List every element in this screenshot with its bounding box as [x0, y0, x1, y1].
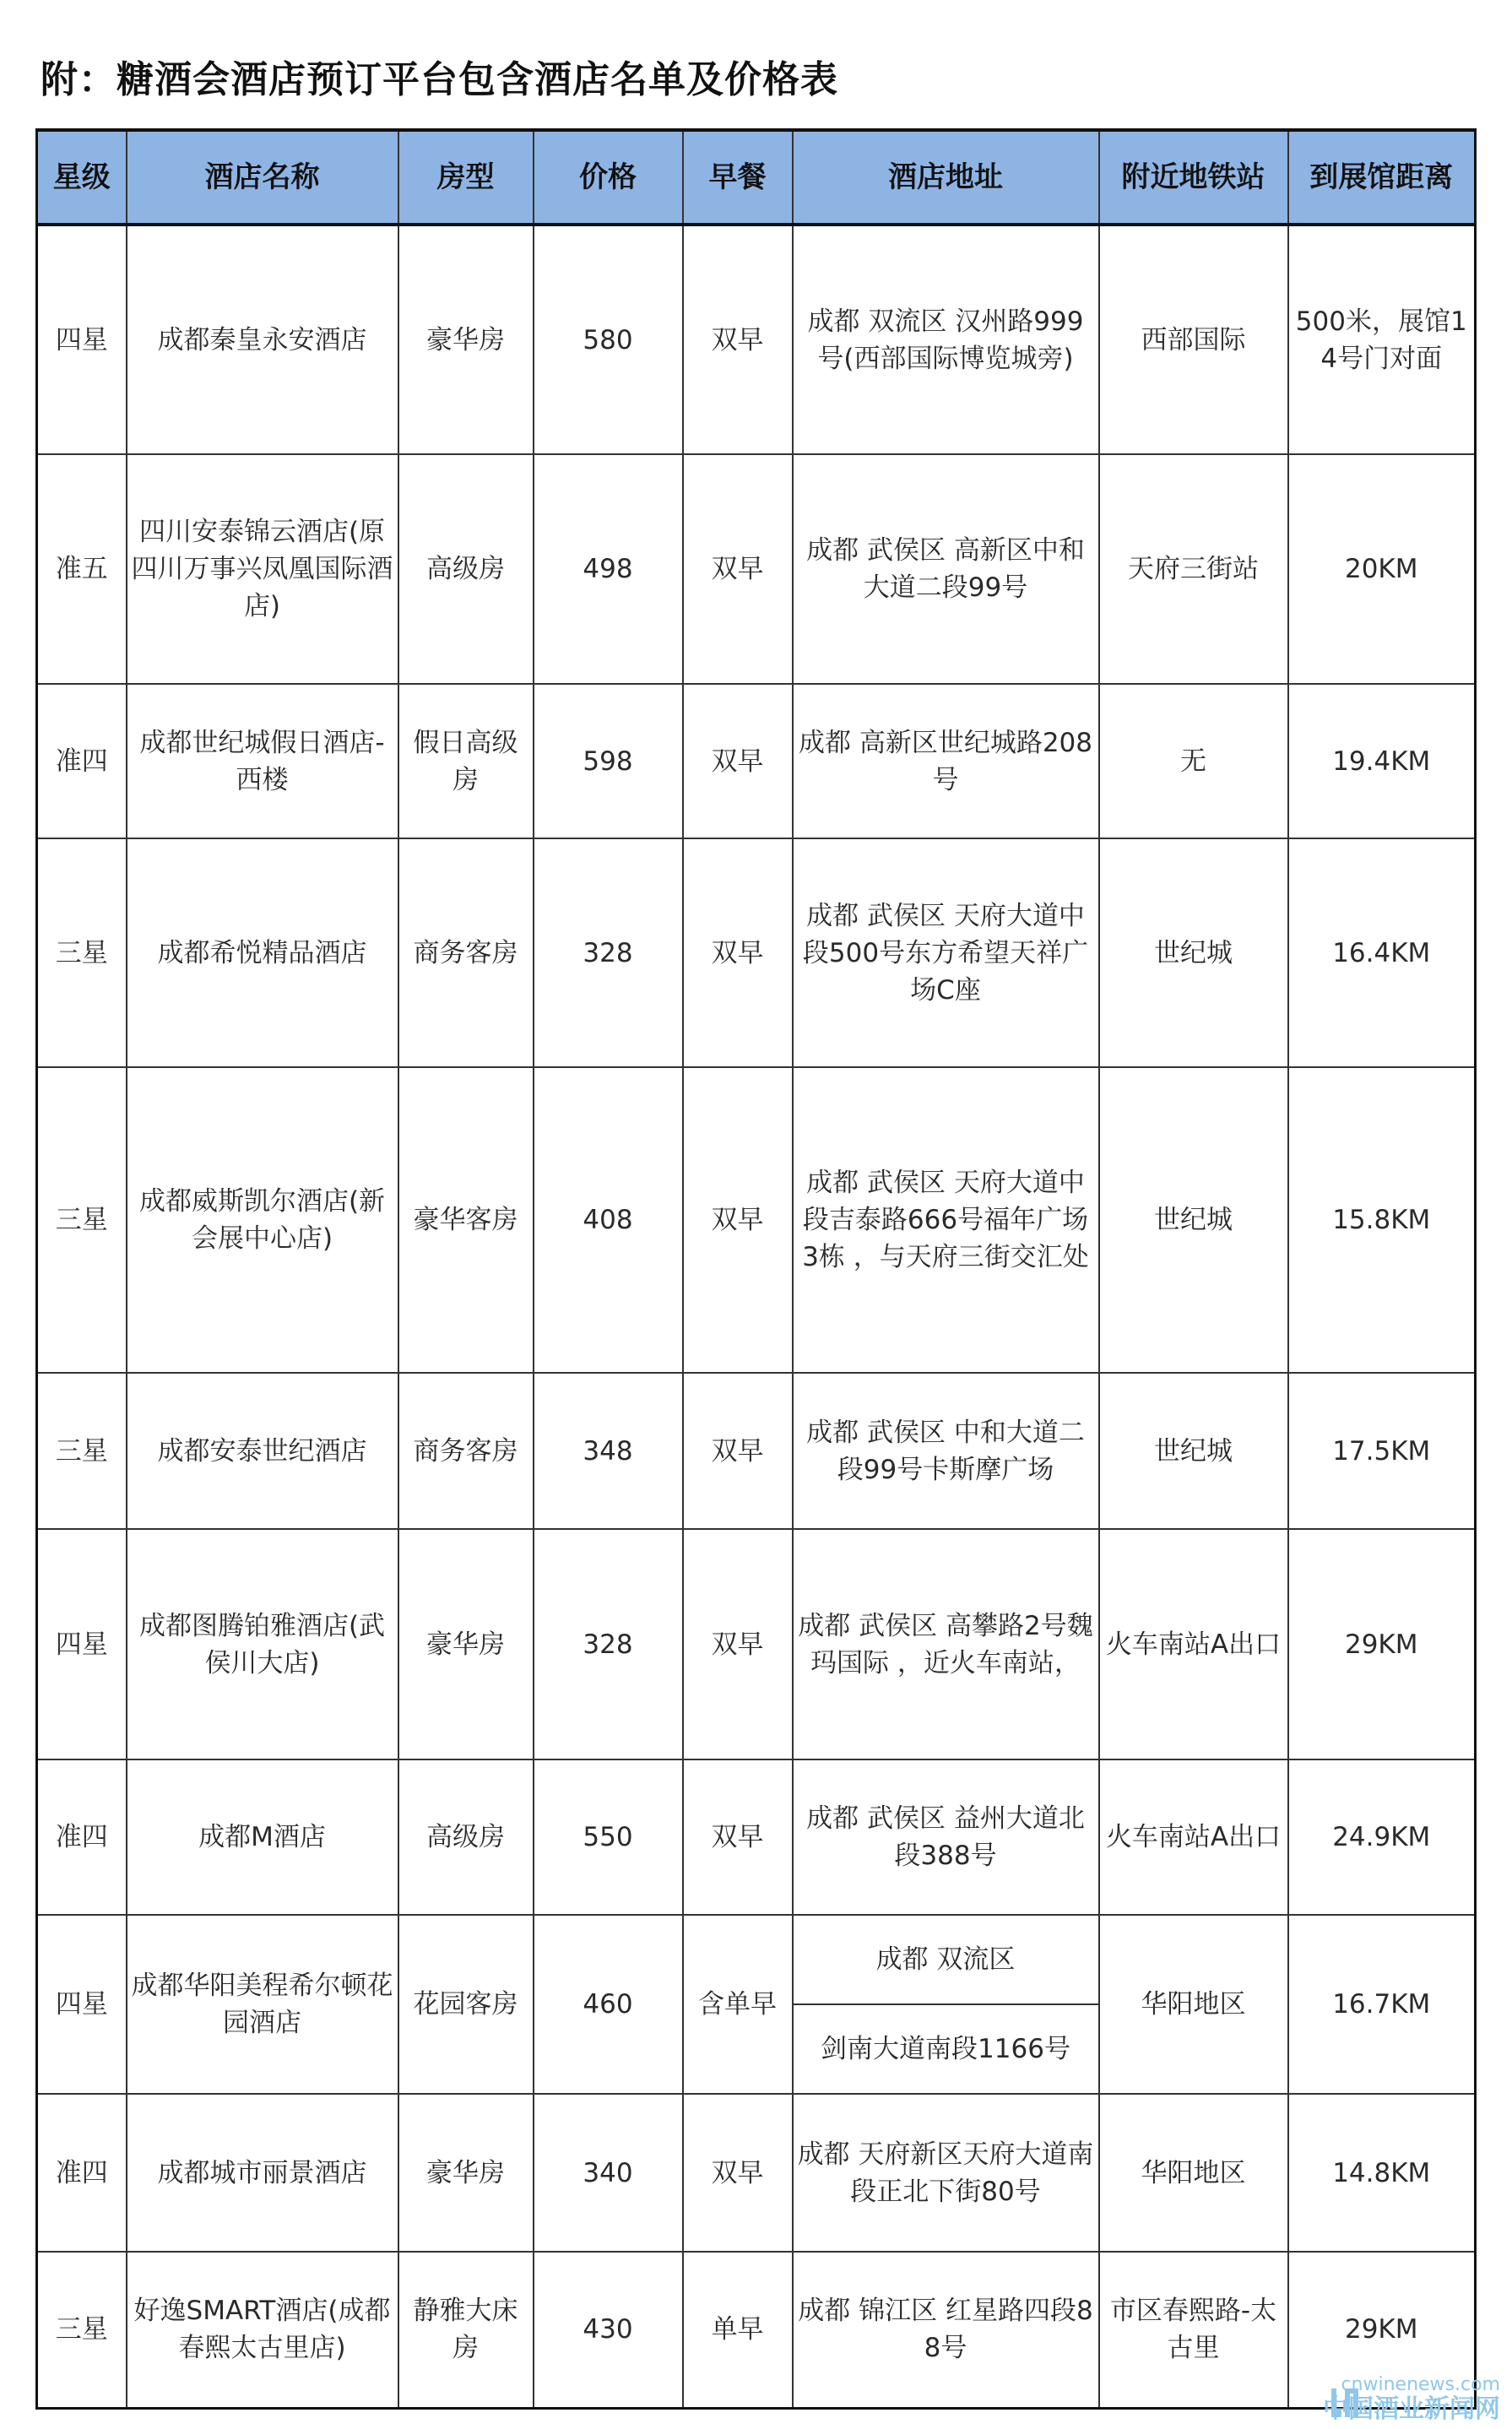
cell-room-type: 商务客房 [398, 1373, 534, 1529]
table-row [37, 225, 1476, 454]
header-distance: 到展馆距离 [1288, 130, 1476, 225]
cell-price: 348 [534, 1373, 683, 1529]
cell-breakfast: 双早 [683, 1759, 793, 1915]
cell-room-type: 假日高级房 [398, 684, 534, 838]
cell-distance: 29KM [1288, 2252, 1476, 2408]
cell-subway: 世纪城 [1099, 1373, 1288, 1529]
table-row [37, 1373, 1476, 1529]
cell-price: 460 [534, 1915, 683, 2094]
cell-price: 328 [534, 1529, 683, 1759]
header-price: 价格 [534, 130, 683, 225]
cell-room-type: 豪华房 [398, 1529, 534, 1759]
cell-hotel-name: 成都安泰世纪酒店 [127, 1373, 398, 1529]
cell-hotel-name: 成都威斯凯尔酒店(新会展中心店) [127, 1067, 398, 1373]
header-breakfast: 早餐 [683, 130, 793, 225]
header-room-type: 房型 [398, 130, 534, 225]
hotel-table-wrapper [35, 128, 1477, 2410]
cell-address: 成都 武侯区 高新区中和大道二段99号 [793, 454, 1099, 684]
cell-price: 598 [534, 684, 683, 838]
cell-subway: 世纪城 [1099, 1067, 1288, 1373]
table-row [37, 1759, 1476, 1915]
table-row [37, 1915, 1476, 2094]
table-row [37, 454, 1476, 684]
cell-breakfast: 双早 [683, 838, 793, 1067]
cell-star: 四星 [37, 1529, 127, 1759]
cell-hotel-name: 成都秦皇永安酒店 [127, 225, 398, 454]
header-star: 星级 [37, 130, 127, 225]
cell-hotel-name: 四川安泰锦云酒店(原四川万事兴凤凰国际酒店) [127, 454, 398, 684]
cell-star: 准五 [37, 454, 127, 684]
cell-subway: 火车南站A出口 [1099, 1529, 1288, 1759]
table-row [37, 2094, 1476, 2252]
hotel-price-table [35, 128, 1477, 2410]
cell-address: 成都 双流区 汉州路999号(西部国际博览城旁) [793, 225, 1099, 454]
cell-price: 498 [534, 454, 683, 684]
cell-star: 准四 [37, 684, 127, 838]
cell-star: 三星 [37, 2252, 127, 2408]
cell-breakfast: 含单早 [683, 1915, 793, 2094]
cell-address: 成都 武侯区 高攀路2号魏玛国际 ，近火车南站， [793, 1529, 1099, 1759]
cell-distance: 20KM [1288, 454, 1476, 684]
cell-address: 成都 武侯区 益州大道北段388号 [793, 1759, 1099, 1915]
cell-distance: 24.9KM [1288, 1759, 1476, 1915]
cell-address: 成都 武侯区 中和大道二段99号卡斯摩广场 [793, 1373, 1099, 1529]
cell-room-type: 商务客房 [398, 838, 534, 1067]
watermark-name: 中国酒业新闻网 [1323, 2394, 1500, 2424]
cell-hotel-name: 成都世纪城假日酒店-西楼 [127, 684, 398, 838]
cell-star: 三星 [37, 1067, 127, 1373]
cell-distance: 29KM [1288, 1529, 1476, 1759]
header-hotel-name: 酒店名称 [127, 130, 398, 225]
table-row [37, 2252, 1476, 2408]
cell-hotel-name: 好逸SMART酒店(成都春熙太古里店) [127, 2252, 398, 2408]
cell-star: 四星 [37, 1915, 127, 2094]
document-title: 附：糖酒会酒店预订平台包含酒店名单及价格表 [41, 58, 838, 101]
watermark-url: cnwinenews.com [1341, 2374, 1500, 2395]
cell-distance: 14.8KM [1288, 2094, 1476, 2252]
cell-price: 328 [534, 838, 683, 1067]
cell-price: 430 [534, 2252, 683, 2408]
table-row [37, 1529, 1476, 1759]
header-address: 酒店地址 [793, 130, 1099, 225]
cell-address-top: 成都 双流区 [794, 1916, 1098, 2005]
cell-address: 成都 高新区世纪城路208号 [793, 684, 1099, 838]
cell-breakfast: 双早 [683, 2094, 793, 2252]
cell-subway: 华阳地区 [1099, 2094, 1288, 2252]
cell-distance: 500米，展馆14号门对面 [1288, 225, 1476, 454]
cell-hotel-name: 成都希悦精品酒店 [127, 838, 398, 1067]
cell-address-bottom: 剑南大道南段1166号 [821, 2034, 1070, 2064]
table-row [37, 838, 1476, 1067]
cell-star: 准四 [37, 2094, 127, 2252]
cell-breakfast: 双早 [683, 454, 793, 684]
cell-distance: 15.8KM [1288, 1067, 1476, 1373]
cell-subway: 市区春熙路-太古里 [1099, 2252, 1288, 2408]
table-row [37, 1067, 1476, 1373]
cell-hotel-name: 成都华阳美程希尔顿花园酒店 [127, 1915, 398, 2094]
cell-price: 408 [534, 1067, 683, 1373]
cell-distance: 19.4KM [1288, 684, 1476, 838]
cell-address: 成都 天府新区天府大道南段正北下街80号 [793, 2094, 1099, 2252]
cell-breakfast: 双早 [683, 1067, 793, 1373]
cell-hotel-name: 成都M酒店 [127, 1759, 398, 1915]
cell-subway: 天府三街站 [1099, 454, 1288, 684]
cell-address: 成都 武侯区 天府大道中段500号东方希望天祥广场C座 [793, 838, 1099, 1067]
table-row [37, 684, 1476, 838]
cell-room-type: 豪华客房 [398, 1067, 534, 1373]
cell-distance: 16.4KM [1288, 838, 1476, 1067]
cell-subway: 华阳地区 [1099, 1915, 1288, 2094]
cell-breakfast: 双早 [683, 225, 793, 454]
header-subway: 附近地铁站 [1099, 130, 1288, 225]
cell-breakfast: 双早 [683, 684, 793, 838]
cell-subway: 世纪城 [1099, 838, 1288, 1067]
watermark [1323, 2375, 1500, 2424]
cell-hotel-name: 成都城市丽景酒店 [127, 2094, 398, 2252]
table-header-row [37, 130, 1476, 225]
cell-room-type: 花园客房 [398, 1915, 534, 2094]
cell-address: 成都 武侯区 天府大道中段吉泰路666号福年广场3栋 ，与天府三街交汇处 [793, 1067, 1099, 1373]
cell-price: 340 [534, 2094, 683, 2252]
cell-address: 成都 锦江区 红星路四段88号 [793, 2252, 1099, 2408]
cell-distance: 17.5KM [1288, 1373, 1476, 1529]
cell-room-type: 高级房 [398, 454, 534, 684]
cell-subway: 火车南站A出口 [1099, 1759, 1288, 1915]
cell-price: 580 [534, 225, 683, 454]
cell-room-type: 豪华房 [398, 225, 534, 454]
cell-room-type: 豪华房 [398, 2094, 534, 2252]
cell-breakfast: 双早 [683, 1373, 793, 1529]
cell-room-type: 高级房 [398, 1759, 534, 1915]
cell-star: 三星 [37, 1373, 127, 1529]
cell-star: 准四 [37, 1759, 127, 1915]
cell-star: 四星 [37, 225, 127, 454]
cell-hotel-name: 成都图腾铂雅酒店(武侯川大店) [127, 1529, 398, 1759]
cell-room-type: 静雅大床房 [398, 2252, 534, 2408]
cell-subway: 西部国际 [1099, 225, 1288, 454]
cell-price: 550 [534, 1759, 683, 1915]
cell-address-split [793, 1915, 1099, 2094]
cell-breakfast: 双早 [683, 1529, 793, 1759]
cell-breakfast: 单早 [683, 2252, 793, 2408]
cell-distance: 16.7KM [1288, 1915, 1476, 2094]
cell-star: 三星 [37, 838, 127, 1067]
cell-subway: 无 [1099, 684, 1288, 838]
